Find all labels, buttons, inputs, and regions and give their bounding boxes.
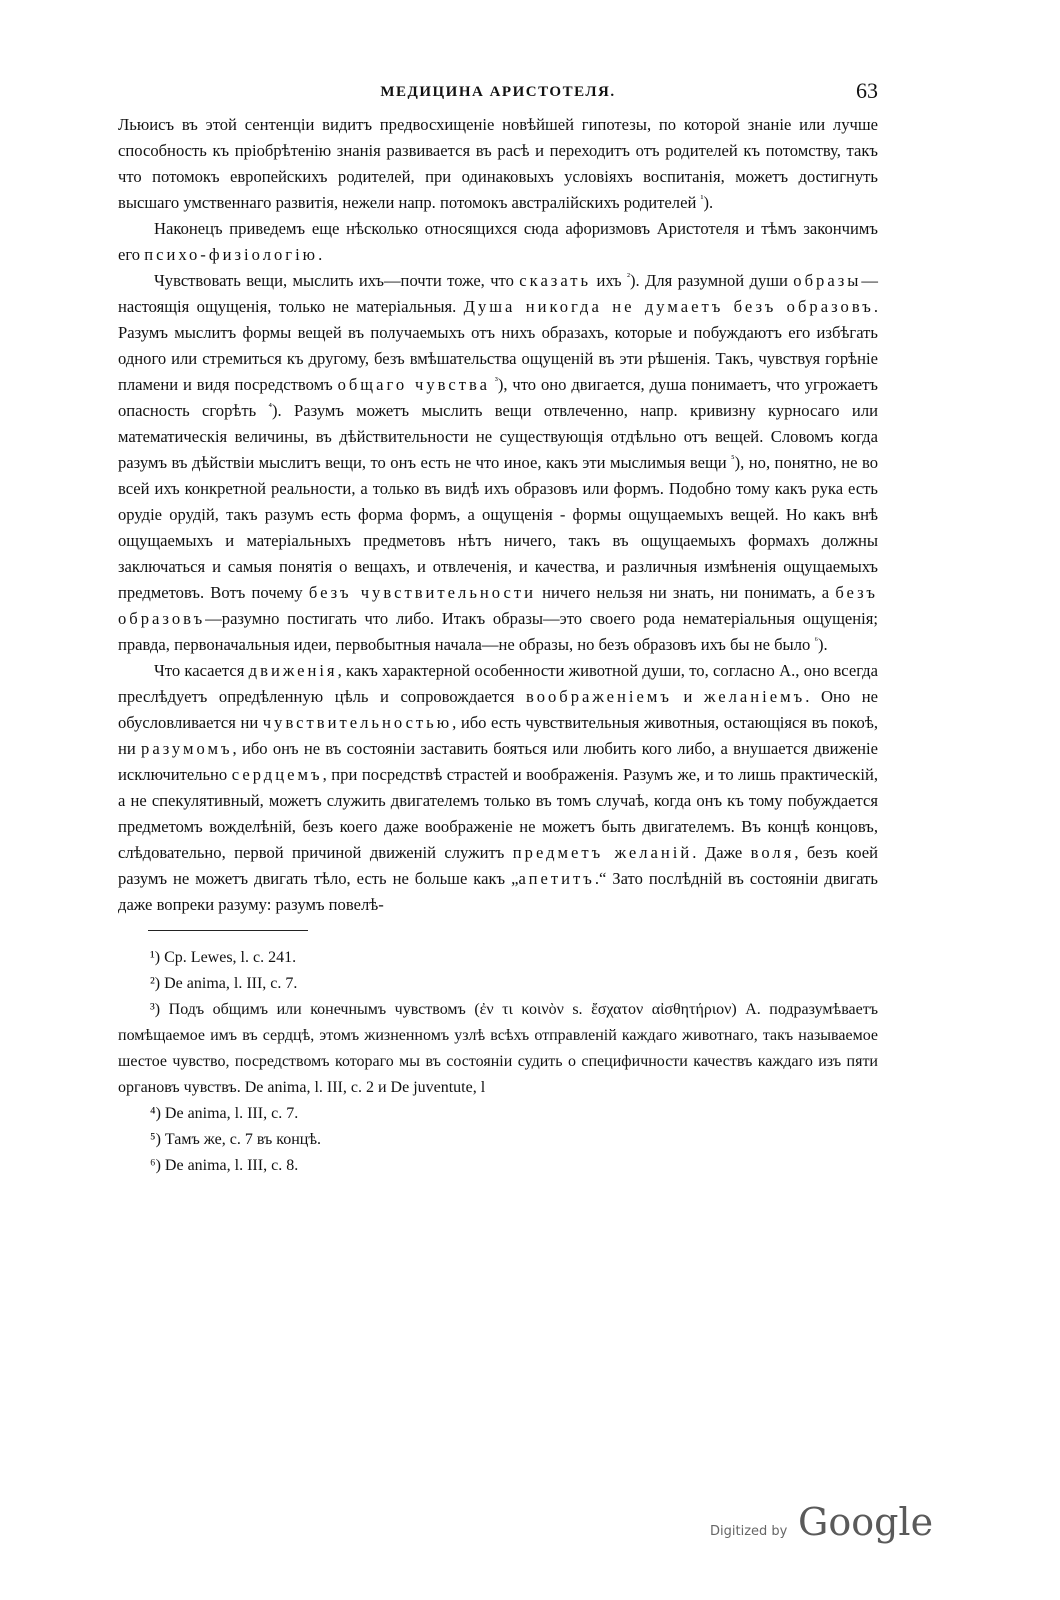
- footnote-6: ⁶) De anima, l. III, c. 8.: [150, 1157, 299, 1174]
- footnote-4: ⁴) De anima, l. III, c. 7.: [150, 1105, 299, 1122]
- google-watermark: [710, 1500, 940, 1550]
- footnote-5: ⁵) Тамъ же, c. 7 въ концѣ.: [150, 1131, 322, 1148]
- paragraph-2: Наконецъ приведемъ еще нѣсколько относящихся сюда афоризмовъ Аристотеля и тѣмъ закончимъ его психо-физіологію.: [118, 219, 878, 264]
- footnotes: [118, 945, 878, 1179]
- footnote-2: ²) De anima, l. III, c. 7.: [150, 975, 298, 992]
- google-logo: Google: [798, 1500, 934, 1544]
- paragraph-3: Чувствовать вещи, мыслить ихъ—почти тоже, что сказать ихъ $^{^2}$). Для разумной души образы—настоящія ощущенія, только не матеріальныя. Душа никогда не думаетъ безъ образовъ. Разумъ мыслитъ формы вещей въ получаемыхъ отъ нихъ образахъ, которые и побуждаютъ его избѣгать одного или стремиться къ другому, безъ вмѣшательства ощущеній въ эти рѣшенія. Такъ, чувствуя горѣніе пламени и видя посредствомъ общаго чувства $^{^3}$), что оно двигается, душа понимаетъ, что угрожаетъ опасность сгорѣть $^{^4}$). Разумъ можетъ мыслить вещи отвлеченно, напр. кривизну курносаго или математическія величины, въ дѣйствительности не существующія отдѣльно отъ вещей. Словомъ когда разумъ въ дѣйствіи мыслитъ вещи, то онъ есть не что иное, какъ эти мыслимыя вещи $^{^5}$), но, понятно, не во всей ихъ конкретной реальности, а только въ видѣ ихъ образовъ или формъ. Подобно тому какъ рука есть орудіе орудій, такъ разумъ есть форма формъ, а ощущенія - формы ощущаемыхъ вещей. Но какъ внѣ ощущаемыхъ и матеріальныхъ предметовъ нѣтъ ничего, такъ въ ощущаемыхъ формахъ должны заключаться и самыя понятія о вещахъ, и отвлеченія, и качества, и различныя измѣненія ощущаемыхъ предметовъ. Вотъ почему безъ чувствительности ничего нельзя ни знать, ни понимать, а безъ образовъ—разумно постигать что либо. Итакъ образы—это своего рода нематеріальныя ощущенія; правда, первоначальныя идеи, первобытныя начала—не образы, но безъ образовъ ихъ бы не было $^{^6}$).: [118, 271, 879, 654]
- page-number: 63: [856, 78, 878, 103]
- digitized-by-label: Digitized by: [710, 1524, 788, 1539]
- footnote-divider: [148, 930, 308, 931]
- page-header: [118, 78, 878, 112]
- paragraph-4: Что касается движенія, какъ характерной особенности животной души, то, согласно А., оно всегда преслѣдуетъ опредѣленную цѣль и сопровождается воображеніемъ и желаніемъ. Оно не обусловливается ни чувствительностью, ибо есть чувствительныя животныя, остающіяся въ покоѣ, ни разумомъ, ибо онъ не въ состояніи заставить бояться или любить кого либо, а внушается движеніе исключительно сердцемъ, при посредствѣ страстей и воображенія. Разумъ же, и то лишь практическій, а не спекулятивный, можетъ служить двигателемъ только въ томъ случаѣ, когда онъ къ тому побуждается предметомъ вожделѣній, безъ коего даже воображеніе не можетъ быть двигателемъ. Въ концѣ концовъ, слѣдовательно, первой причиной движеній служитъ предметъ желаній. Даже воля, безъ коей разумъ не можетъ двигать тѣло, есть не больше какъ „апетитъ.“ Зато послѣдній въ состояніи двигать даже вопреки разуму: разумъ повелѣ-: [118, 661, 879, 914]
- running-title: МЕДИЦИНА АРИСТОТЕЛЯ.: [380, 84, 616, 100]
- paragraph-1: Льюисъ въ этой сентенціи видитъ предвосхищеніе новѣйшей гипотезы, по которой знаніе или лучше способность къ пріобрѣтенію знанія развивается въ расѣ и переходитъ отъ родителей къ потомству, такъ что потомокъ европейскихъ родителей, при одинаковыхъ условіяхъ воспитанія, можетъ достигнуть высшаго умственнаго развитія, нежели напр. потомокъ австралійскихъ родителей $^{^1}$).: [118, 115, 878, 212]
- footnote-3: ³) Подъ общимъ или конечнымъ чувствомъ (ἐν τι κοινὸν s. ἔσχατον αἰσθητήριον) А. подразумѣваетъ помѣщаемое имъ въ сердцѣ, этомъ жизненномъ узлѣ всѣхъ отправленій каждаго животнаго, такъ называемое шестое чувство, посредствомъ котораго мы въ состояніи судить о специфичности качествъ каждаго изъ пяти органовъ чувствъ. De anima, l. III, c. 2 и De juventute, l: [118, 1001, 879, 1096]
- page: [118, 78, 878, 1179]
- footnote-1: ¹) Cp. Lewes, l. c. 241.: [150, 949, 297, 966]
- main-text: [118, 112, 878, 918]
